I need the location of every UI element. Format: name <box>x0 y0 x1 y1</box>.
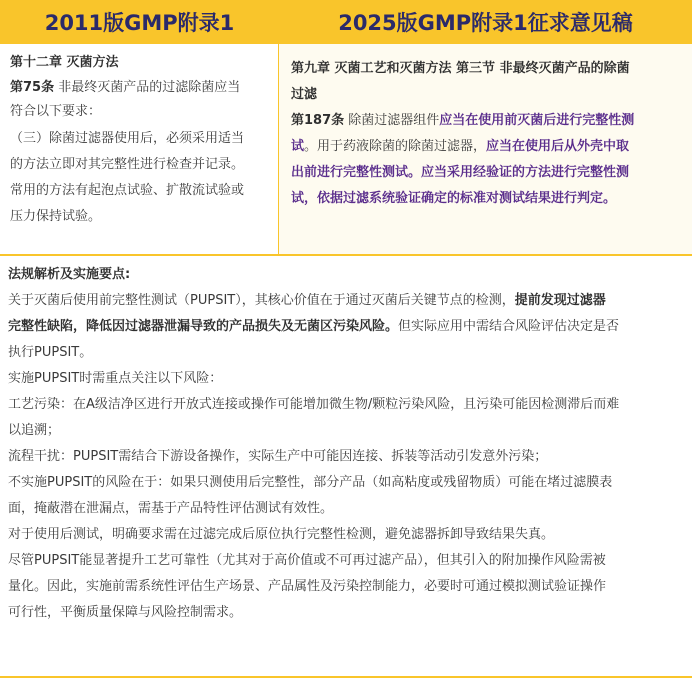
analysis-p1-b: 提前发现过滤器 <box>514 293 606 308</box>
analysis-p4: 流程干扰：PUPSIT需结合下游设备操作，实际生产中可能因连接、拆装等活动引发意外污染； <box>8 449 548 464</box>
left-article-line1 <box>10 76 272 100</box>
right-column-2025 <box>279 44 692 254</box>
left-article-no: 第75条 <box>10 80 55 95</box>
bottom-border <box>0 676 692 678</box>
right-article-line3: 出前进行完整性测试。应当采用经验证的方法进行完整性测 <box>291 165 630 180</box>
left-item3-line2: 的方法立即对其完整性进行检查并记录。 <box>10 157 245 172</box>
analysis-p1-c: 完整性缺陷，降低因过滤器泄漏导致的产品损失及无菌区污染风险。 <box>8 319 399 334</box>
analysis-p7-line2: 量化。因此，实施前需系统性评估生产场景、产品属性及污染控制能力，必要时可通过模拟测试验证操作 <box>8 579 607 594</box>
right-article-line4: 试，依据过滤系统验证确定的标准对测试结果进行判定。 <box>291 191 617 206</box>
analysis-p6: 对于使用后测试，明确要求需在过滤完成后原位执行完整性检测，避免滤器拆卸导致结果失真。 <box>8 527 555 542</box>
analysis-p7-line3: 可行性，平衡质量保障与风险控制需求。 <box>8 605 243 620</box>
left-article-text1: 非最终灭菌产品的过滤除菌应当 <box>58 80 241 95</box>
analysis-p2: 实施PUPSIT时需重点关注以下风险： <box>8 371 223 386</box>
left-column-2011 <box>0 44 279 254</box>
right-article-line2 <box>291 134 686 160</box>
section-divider <box>0 254 692 262</box>
analysis-p1-line1 <box>8 288 686 314</box>
analysis-p1-line2 <box>8 314 686 340</box>
right-chapter-line1: 第九章 灭菌工艺和灭菌方法 第三节 非最终灭菌产品的除菌 <box>291 61 630 76</box>
analysis-p3-line2: 以追溯； <box>8 423 61 438</box>
right-article-line1 <box>291 108 686 134</box>
left-common-line2: 压力保持试验。 <box>10 209 102 224</box>
header-2011: 2011版GMP附录1 <box>44 11 235 35</box>
right-l1-normal: 除菌过滤器组件 <box>344 113 440 128</box>
analysis-title: 法规解析及实施要点: <box>8 267 131 282</box>
right-article-no: 第187条 <box>291 113 345 128</box>
left-chapter: 第十二章 灭菌方法 <box>10 55 119 70</box>
analysis-p5-line2: 面，掩蔽潜在泄漏点，需基于产品特性评估测试有效性。 <box>8 501 334 516</box>
left-item3-line1: （三）除菌过滤器使用后，必须采用适当 <box>10 131 245 146</box>
analysis-section <box>0 262 692 626</box>
analysis-p1-a: 关于灭菌后使用前完整性测试（PUPSIT），其核心价值在于通过灭菌后关键节点的检测， <box>8 293 515 308</box>
analysis-p3-line1: 工艺污染：在A级洁净区进行开放式连接或操作可能增加微生物/颗粒污染风险，且污染可能因检测滞后而难 <box>8 397 620 412</box>
right-chapter-line2: 过滤 <box>291 87 318 102</box>
comparison-row <box>0 44 692 254</box>
analysis-p1-line3: 执行PUPSIT。 <box>8 345 93 360</box>
analysis-p5-line1: 不实施PUPSIT的风险在于：如果只测使用后完整性，部分产品（如高粘度或残留物质）可能在堵过滤膜表 <box>8 475 613 490</box>
right-l2-normal: 。用于药液除菌的除菌过滤器， <box>304 139 487 154</box>
analysis-p1-d: 但实际应用中需结合风险评估决定是否 <box>398 319 620 334</box>
right-l2-highlight: 试 <box>291 139 305 154</box>
header-2025: 2025版GMP附录1征求意见稿 <box>338 11 633 35</box>
left-common-line1: 常用的方法有起泡点试验、扩散流试验或 <box>10 183 245 198</box>
right-l2-highlight2: 应当在使用后从外壳中取 <box>486 139 630 154</box>
header-bar <box>0 0 692 44</box>
right-l1-highlight: 应当在使用前灭菌后进行完整性测 <box>439 113 635 128</box>
left-article-line2: 符合以下要求： <box>10 104 102 119</box>
analysis-p7-line1: 尽管PUPSIT能显著提升工艺可靠性（尤其对于高价值或不可再过滤产品），但其引入的附加操作风险需被 <box>8 553 606 568</box>
